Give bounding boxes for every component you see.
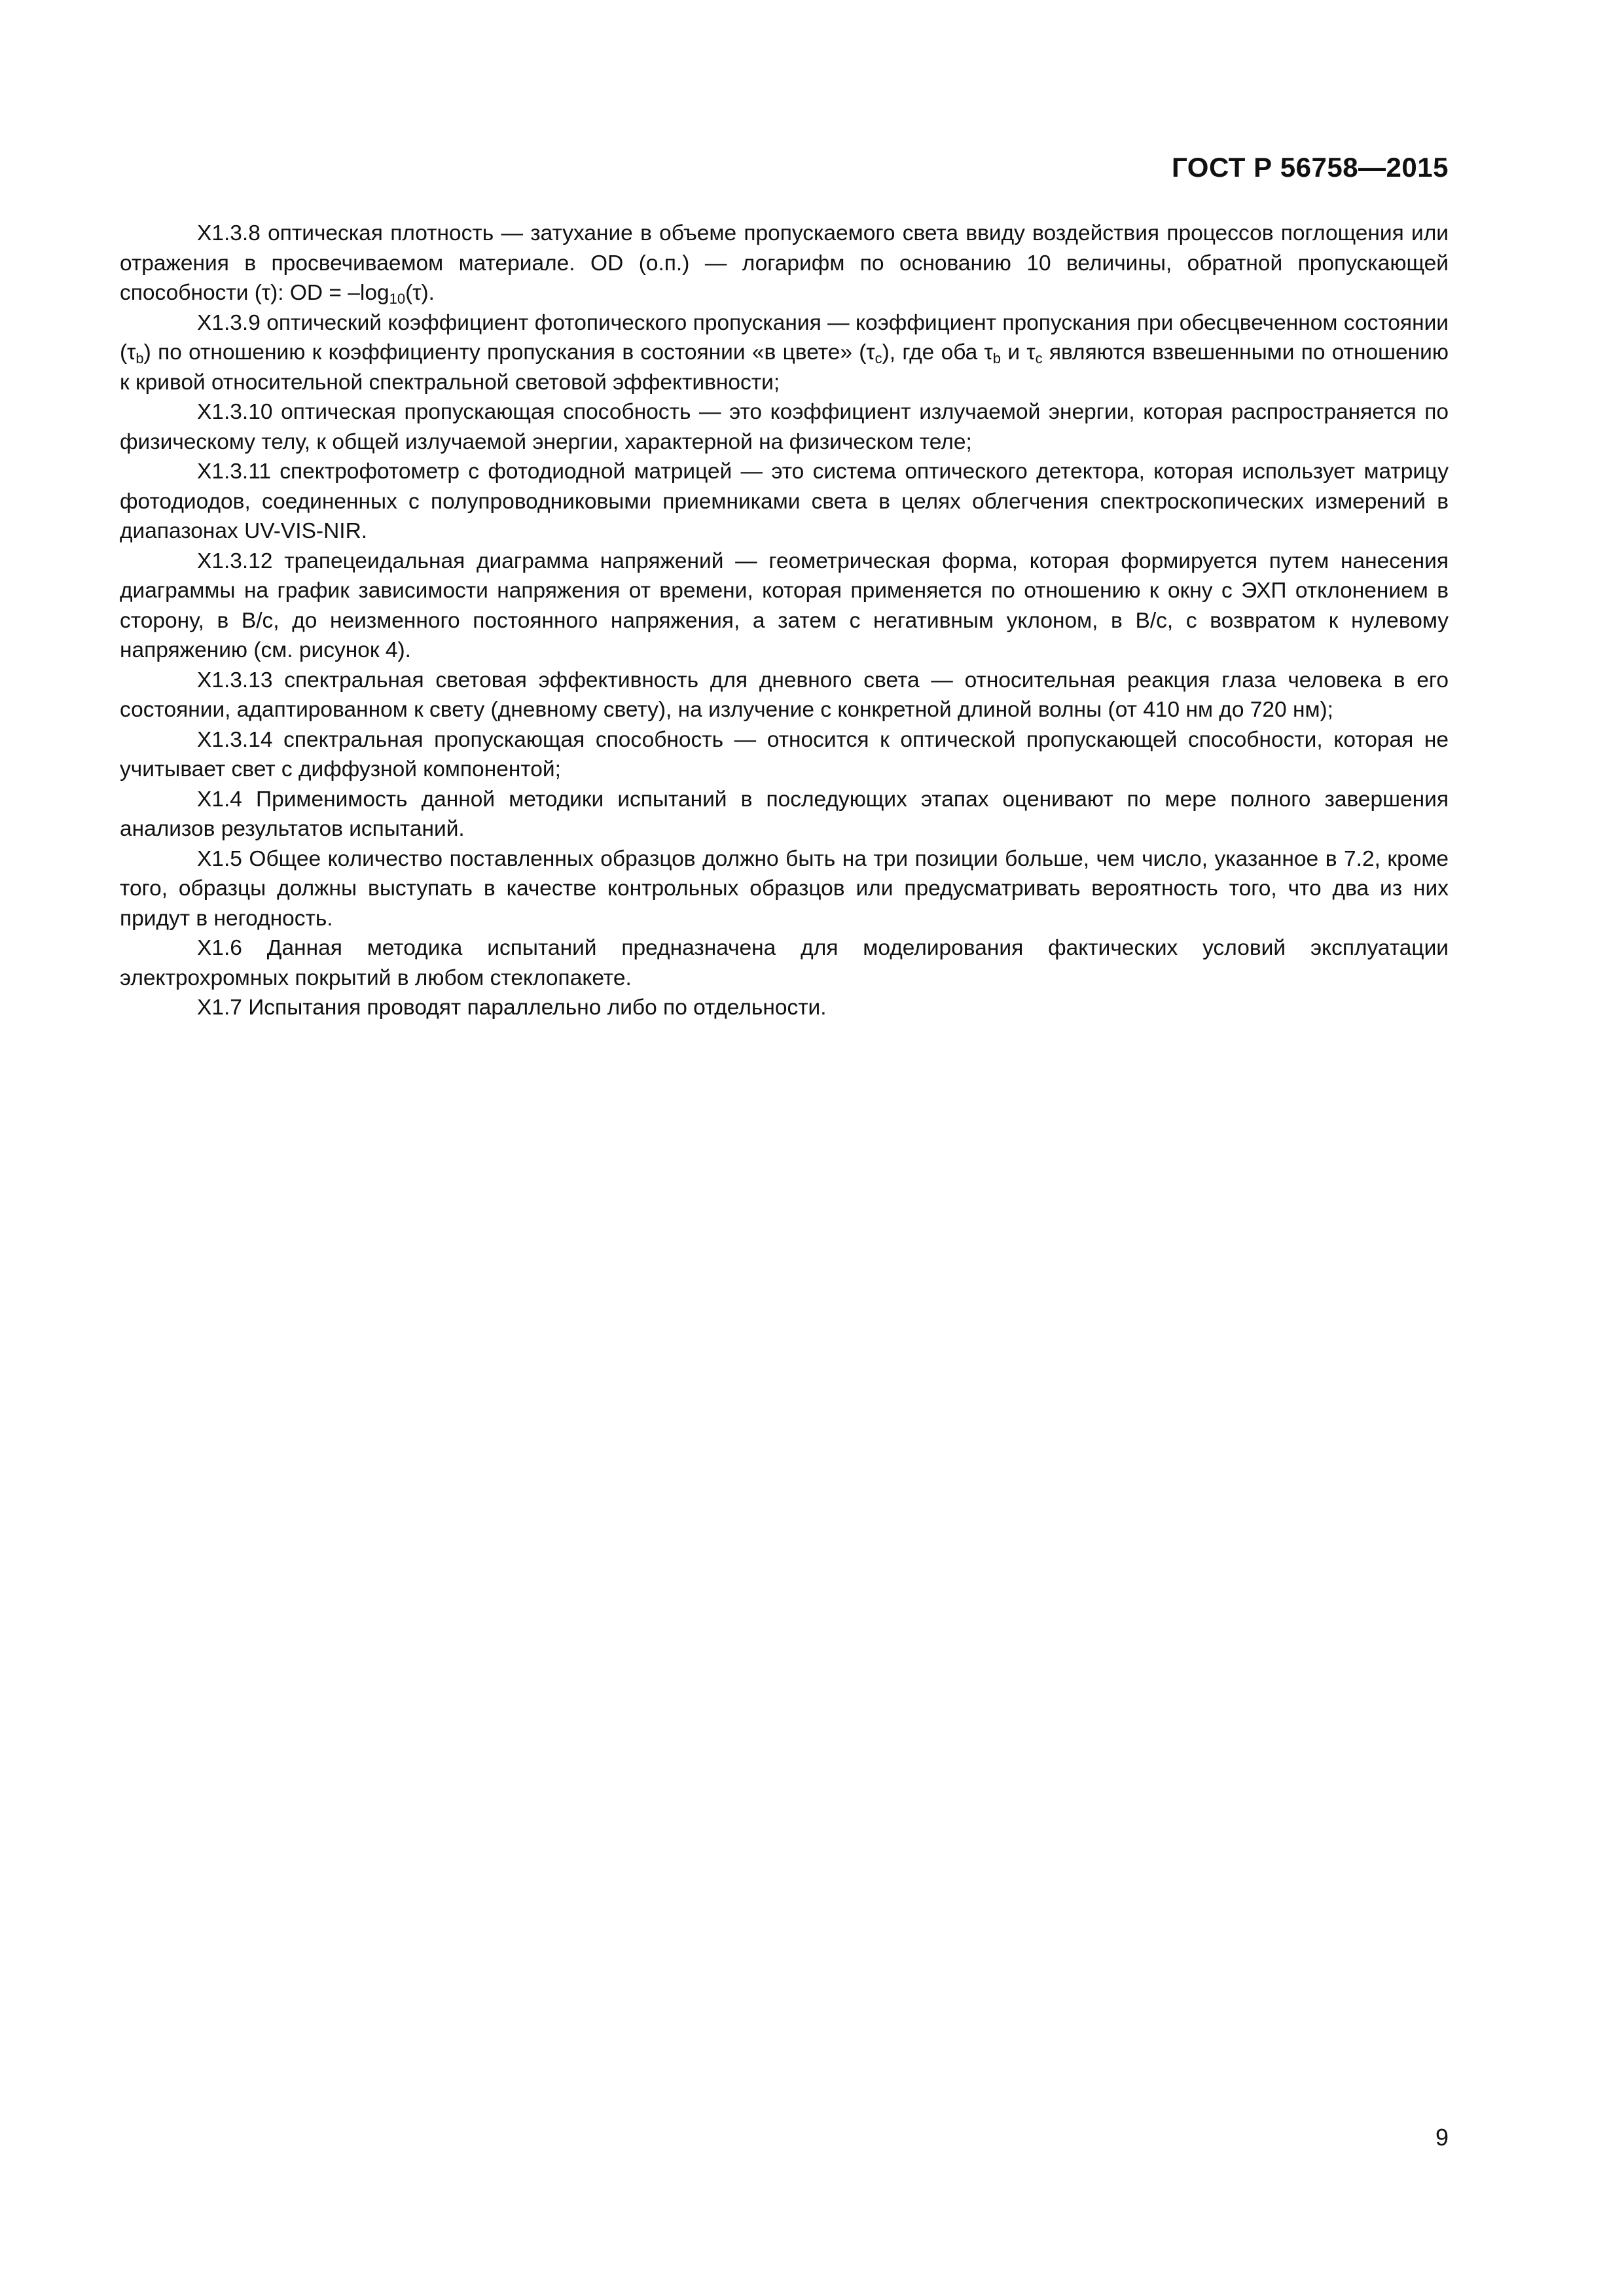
paragraph-x1-5: [120, 844, 1449, 934]
paragraph-x1-3-8: [120, 219, 1449, 308]
paragraph-text: (τ).: [405, 281, 435, 305]
paragraph-text: X1.3.11 спектрофотометр с фотодиодной матрицей — это система оптического детектора, которая использует матрицу фотодиодов, соединенных с полупроводниковыми приемниками света в целях облегчения спектроскопических измерений в диапазонах UV-VIS-NIR.: [120, 459, 1449, 543]
paragraph-text: и τ: [1001, 340, 1036, 365]
subscript: c: [1035, 350, 1043, 367]
paragraph-text: X1.7 Испытания проводят параллельно либо по отдельности.: [197, 996, 827, 1020]
paragraph-text: X1.3.12 трапецеидальная диаграмма напряжений — геометрическая форма, которая формируется путем нанесения диаграммы на график зависимости напряжения от времени, которая применяется по отношению к окну с ЭХП отклонением в сторону, в В/с, до неизменного постоянного напряжения, а затем с негативным уклоном, в В/с, с возвратом к нулевому напряжению (см. рисунок 4).: [120, 548, 1449, 662]
paragraph-x1-3-9: [120, 308, 1449, 398]
document-body: [120, 219, 1449, 1023]
paragraph-x1-3-14: [120, 725, 1449, 785]
paragraph-text: X1.6 Данная методика испытаний предназначена для моделирования фактических условий эксплуатации электрохромных покрытий в любом стеклопакете.: [120, 936, 1449, 990]
paragraph-x1-7: [120, 993, 1449, 1023]
subscript: 10: [389, 291, 406, 307]
paragraph-text: X1.3.13 спектральная световая эффективность для дневного света — относительная реакция глаза человека в его состоянии, адаптированном к свету (дневному свету), на излучение с конкретной длиной волны (от 410 нм до 720 нм);: [120, 668, 1449, 722]
paragraph-text: X1.3.10 оптическая пропускающая способность — это коэффициент излучаемой энергии, которая распространяется по физическому телу, к общей излучаемой энергии, характерной на физическом теле;: [120, 400, 1449, 454]
paragraph-text: ) по отношению к коэффициенту пропускания в состоянии «в цвете» (τ: [143, 340, 875, 365]
paragraph-x1-6: [120, 933, 1449, 993]
paragraph-x1-3-11: [120, 457, 1449, 547]
paragraph-text: X1.3.14 спектральная пропускающая способность — относится к оптической пропускающей способности, которая не учитывает свет с диффузной компонентой;: [120, 727, 1449, 781]
paragraph-x1-4: [120, 785, 1449, 844]
document-header: ГОСТ Р 56758—2015: [1172, 152, 1449, 183]
page-number: 9: [1435, 2124, 1449, 2151]
paragraph-text: ), где оба τ: [882, 340, 993, 365]
paragraph-text: X1.5 Общее количество поставленных образцов должно быть на три позиции больше, чем число, указанное в 7.2, кроме того, образцы должны выступать в качестве контрольных образцов или предусматривать вероятность того, что два из них придут в негодность.: [120, 846, 1449, 931]
paragraph-text: X1.3.8 оптическая плотность — затухание в объеме пропускаемого света ввиду воздействия процессов поглощения или отражения в просвечиваемом материале. OD (о.п.) — логарифм по основанию 10 величины, обратной пропускающей способности (τ): OD = –log: [120, 221, 1449, 305]
paragraph-text: X1.3.9 оптический коэффициент фотопического пропускания — коэффициент пропускания при обесцвеченном состоянии (τ: [120, 310, 1449, 365]
paragraph-text: X1.4 Применимость данной методики испытаний в последующих этапах оценивают по мере полного завершения анализов результатов испытаний.: [120, 787, 1449, 841]
paragraph-text: являются взвешенными по отношению к кривой относительной спектральной световой эффективности;: [120, 340, 1449, 395]
subscript: c: [875, 350, 882, 367]
paragraph-x1-3-10: [120, 397, 1449, 457]
paragraph-x1-3-12: [120, 547, 1449, 666]
paragraph-x1-3-13: [120, 666, 1449, 725]
subscript: b: [992, 350, 1001, 367]
subscript: b: [135, 350, 144, 367]
